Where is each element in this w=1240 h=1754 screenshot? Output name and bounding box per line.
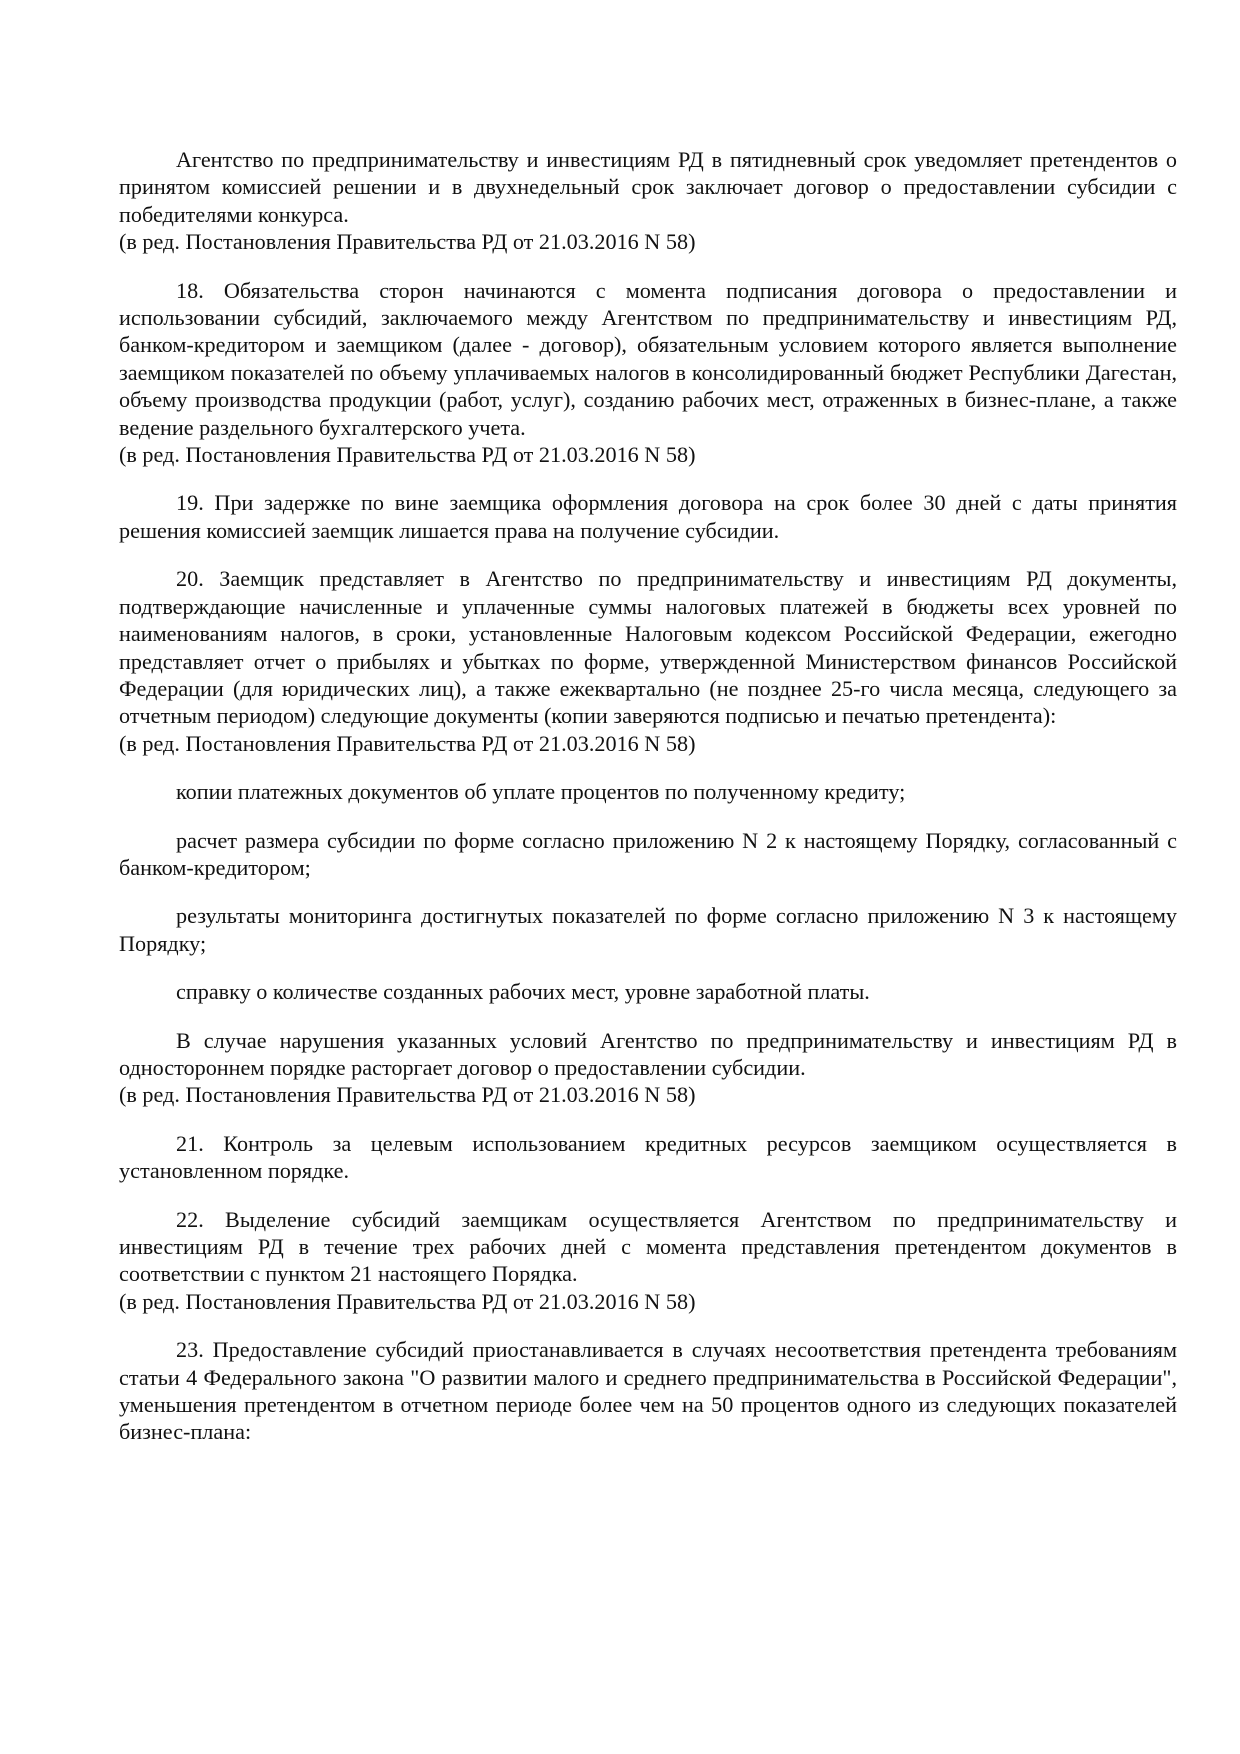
paragraph-20 <box>119 565 1177 757</box>
paragraph-23 <box>119 1336 1177 1446</box>
amendment-note: (в ред. Постановления Правительства РД от 21.03.2016 N 58) <box>119 1288 696 1314</box>
paragraph-text: копии платежных документов об уплате процентов по полученному кредиту; <box>176 779 906 805</box>
paragraph-22 <box>119 1206 1177 1316</box>
paragraph-violation-termination <box>119 1027 1177 1109</box>
paragraph-18 <box>119 277 1177 469</box>
paragraph-text: 19. При задержке по вине заемщика оформления договора на срок более 30 дней с даты принятия решения комиссией заемщик лишается права на получение субсидии. <box>119 490 1177 543</box>
list-item-subsidy-calculation <box>119 827 1177 882</box>
paragraph-text: 21. Контроль за целевым использованием кредитных ресурсов заемщиком осуществляется в установленном порядке. <box>119 1130 1177 1184</box>
amendment-note: (в ред. Постановления Правительства РД от 21.03.2016 N 58) <box>119 730 696 756</box>
paragraph-text: 18. Обязательства сторон начинаются с момента подписания договора о предоставлении и использовании субсидий, заключаемого между Агентством по предпринимательству и инвестициям РД, банком-кредитором и заемщиком (далее - договор), обязательным условием которого является выполнение заемщиком показателей по объему уплачиваемых налогов в консолидированный бюджет Республики Дагестан, объему производства продукции (работ, услуг), созданию рабочих мест, отраженных в бизнес-плане, а также ведение раздельного бухгалтерского учета. <box>119 277 1177 440</box>
list-item-jobs-certificate <box>119 978 1177 1005</box>
paragraph-text: 23. Предоставление субсидий приостанавливается в случаях несоответствия претендента требованиям статьи 4 Федерального закона "О развитии малого и среднего предпринимательства в Российской Федерации", уменьшения претендентом в отчетном периоде более чем на 50 процентов одного из следующих показателей бизнес-плана: <box>119 1337 1177 1445</box>
paragraph-21 <box>119 1130 1177 1185</box>
paragraph-text: В случае нарушения указанных условий Агентство по предпринимательству и инвестициям РД в одностороннем порядке расторгает договор о предоставлении субсидии. <box>119 1027 1177 1080</box>
document-page <box>119 146 1177 1467</box>
paragraph-text: результаты мониторинга достигнутых показателей по форме согласно приложению N 3 к настоящему Порядку; <box>119 903 1177 956</box>
list-item-monitoring-results <box>119 902 1177 957</box>
paragraph-text: 22. Выделение субсидий заемщикам осуществляется Агентством по предпринимательству и инвестициям РД в течение трех рабочих дней с момента представления претендентом документов в соответствии с пунктом 21 настоящего Порядка. <box>119 1206 1177 1287</box>
amendment-note: (в ред. Постановления Правительства РД от 21.03.2016 N 58) <box>119 442 696 468</box>
paragraph-text: Агентство по предпринимательству и инвестициям РД в пятидневный срок уведомляет претендентов о принятом комиссией решении и в двухнедельный срок заключает договор о предоставлении субсидии с победителями конкурса. <box>119 147 1177 227</box>
paragraph-agency-notification <box>119 146 1177 256</box>
amendment-note: (в ред. Постановления Правительства РД от 21.03.2016 N 58) <box>119 1082 696 1108</box>
amendment-note: (в ред. Постановления Правительства РД от 21.03.2016 N 58) <box>119 229 696 255</box>
paragraph-text: расчет размера субсидии по форме согласно приложению N 2 к настоящему Порядку, согласованный с банком-кредитором; <box>119 827 1177 880</box>
list-item-payment-copies <box>119 778 1177 805</box>
paragraph-19 <box>119 489 1177 544</box>
paragraph-text: 20. Заемщик представляет в Агентство по предпринимательству и инвестициям РД документы, подтверждающие начисленные и уплаченные суммы налоговых платежей в бюджеты всех уровней по наименованиям налогов, в сроки, установленные Налоговым кодексом Российской Федерации, ежегодно представляет отчет о прибылях и убытках по форме, утвержденной Министерством финансов Российской Федерации (для юридических лиц), а также ежеквартально (не позднее 25-го числа месяца, следующего за отчетным периодом) следующие документы (копии заверяются подписью и печатью претендента): <box>119 566 1177 729</box>
paragraph-text: справку о количестве созданных рабочих мест, уровне заработной платы. <box>176 979 870 1005</box>
